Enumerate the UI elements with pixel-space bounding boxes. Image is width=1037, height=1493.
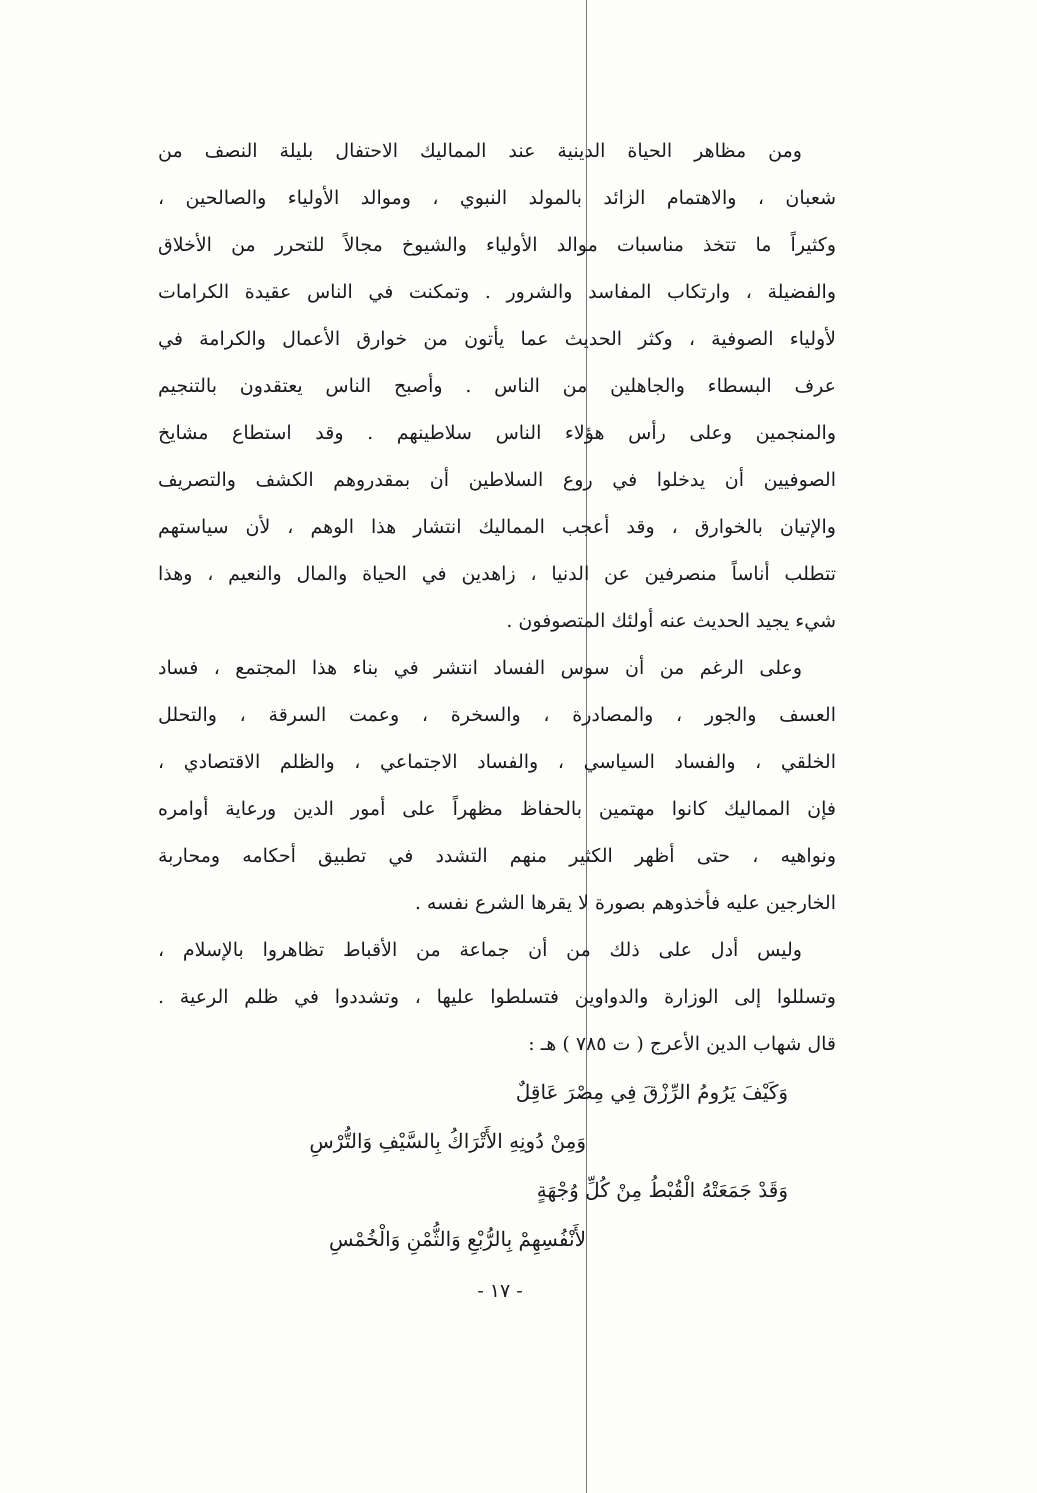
paragraph-3 xyxy=(158,927,836,1068)
text-line: شيء يجيد الحديث عنه أولئك المتصوفون . xyxy=(506,610,836,632)
poem-verse-4: لأَنْفُسِهِمْ بِالرُّبْعِ وَالثُّمْنِ وَالْخُمْسِ xyxy=(329,1227,586,1251)
text-line: ومن مظاهر الحياة الدينية عند المماليك الاحتفال بليلة النصف من xyxy=(158,140,802,162)
text-line: والمنجمين وعلى رأس هؤلاء الناس سلاطينهم . وقد استطاع مشايخ xyxy=(158,422,836,444)
text-line: وكثيراً ما تتخذ مناسبات موالد الأولياء والشيوخ مجالاً للتحرر من الأخلاق xyxy=(158,234,836,256)
text-line: والإتيان بالخوارق ، وقد أعجب المماليك انتشار هذا الوهم ، لأن سياستهم xyxy=(158,516,836,538)
text-line: ونواهيه ، حتى أظهر الكثير منهم التشدد في تطبيق أحكامه ومحاربة xyxy=(158,845,836,867)
poem xyxy=(158,1068,836,1264)
text-line: والفضيلة ، وارتكاب المفاسد والشرور . وتمكنت في الناس عقيدة الكرامات xyxy=(158,281,836,303)
text-line: وليس أدل على ذلك من أن جماعة من الأقباط تظاهروا بالإسلام ، xyxy=(158,939,802,961)
text-line: وعلى الرغم من أن سوس الفساد انتشر في بناء هذا المجتمع ، فساد xyxy=(158,657,802,679)
text-line: تتطلب أناساً منصرفين عن الدنيا ، زاهدين في الحياة والمال والنعيم ، وهذا xyxy=(158,563,836,585)
page-number: - ١٧ - xyxy=(477,1280,523,1302)
text-line: لأولياء الصوفية ، وكثر الحديث عما يأتون من خوارق الأعمال والكرامة في xyxy=(158,328,836,350)
text-line: الخلقي ، والفساد السياسي ، والفساد الاجتماعي ، والظلم الاقتصادي ، xyxy=(158,751,836,773)
text-line: وتسللوا إلى الوزارة والدواوين فتسلطوا عليها ، وتشددوا في ظلم الرعية . xyxy=(158,986,836,1008)
poem-verse-1: وَكَيْفَ يَرُومُ الرِّزْقَ فِي مِصْرَ عَاقِلٌ xyxy=(515,1080,788,1104)
paragraph-1 xyxy=(158,128,836,645)
text-line: قال شهاب الدين الأعرج ( ت ٧٨٥ ) هـ : xyxy=(528,1033,836,1055)
poem-verse-3: وَقَدْ جَمَعَتْهُ الْقُبْطُ مِنْ كُلِّ وُجْهَةٍ xyxy=(536,1178,788,1202)
text-line: الخارجين عليه فأخذوهم بصورة لا يقرها الشرع نفسه . xyxy=(414,892,836,914)
page-body xyxy=(158,128,836,1264)
text-line: فإن المماليك كانوا مهتمين بالحفاظ مظهراً على أمور الدين ورعاية أوامره xyxy=(158,798,836,820)
text-line: عرف البسطاء والجاهلين من الناس . وأصبح الناس يعتقدون بالتنجيم xyxy=(158,375,836,397)
text-line: العسف والجور ، والمصادرة ، والسخرة ، وعمت السرقة ، والتحلل xyxy=(158,704,836,726)
poem-verse-2: وَمِنْ دُونِهِ الأَتْرَاكُ بِالسَّيْفِ وَالتُّرْسِ xyxy=(309,1129,586,1153)
text-line: شعبان ، والاهتمام الزائد بالمولد النبوي ، وموالد الأولياء والصالحين ، xyxy=(158,187,836,209)
text-line: الصوفيين أن يدخلوا في روع السلاطين أن بمقدروهم الكشف والتصريف xyxy=(158,469,836,491)
paragraph-2 xyxy=(158,645,836,927)
